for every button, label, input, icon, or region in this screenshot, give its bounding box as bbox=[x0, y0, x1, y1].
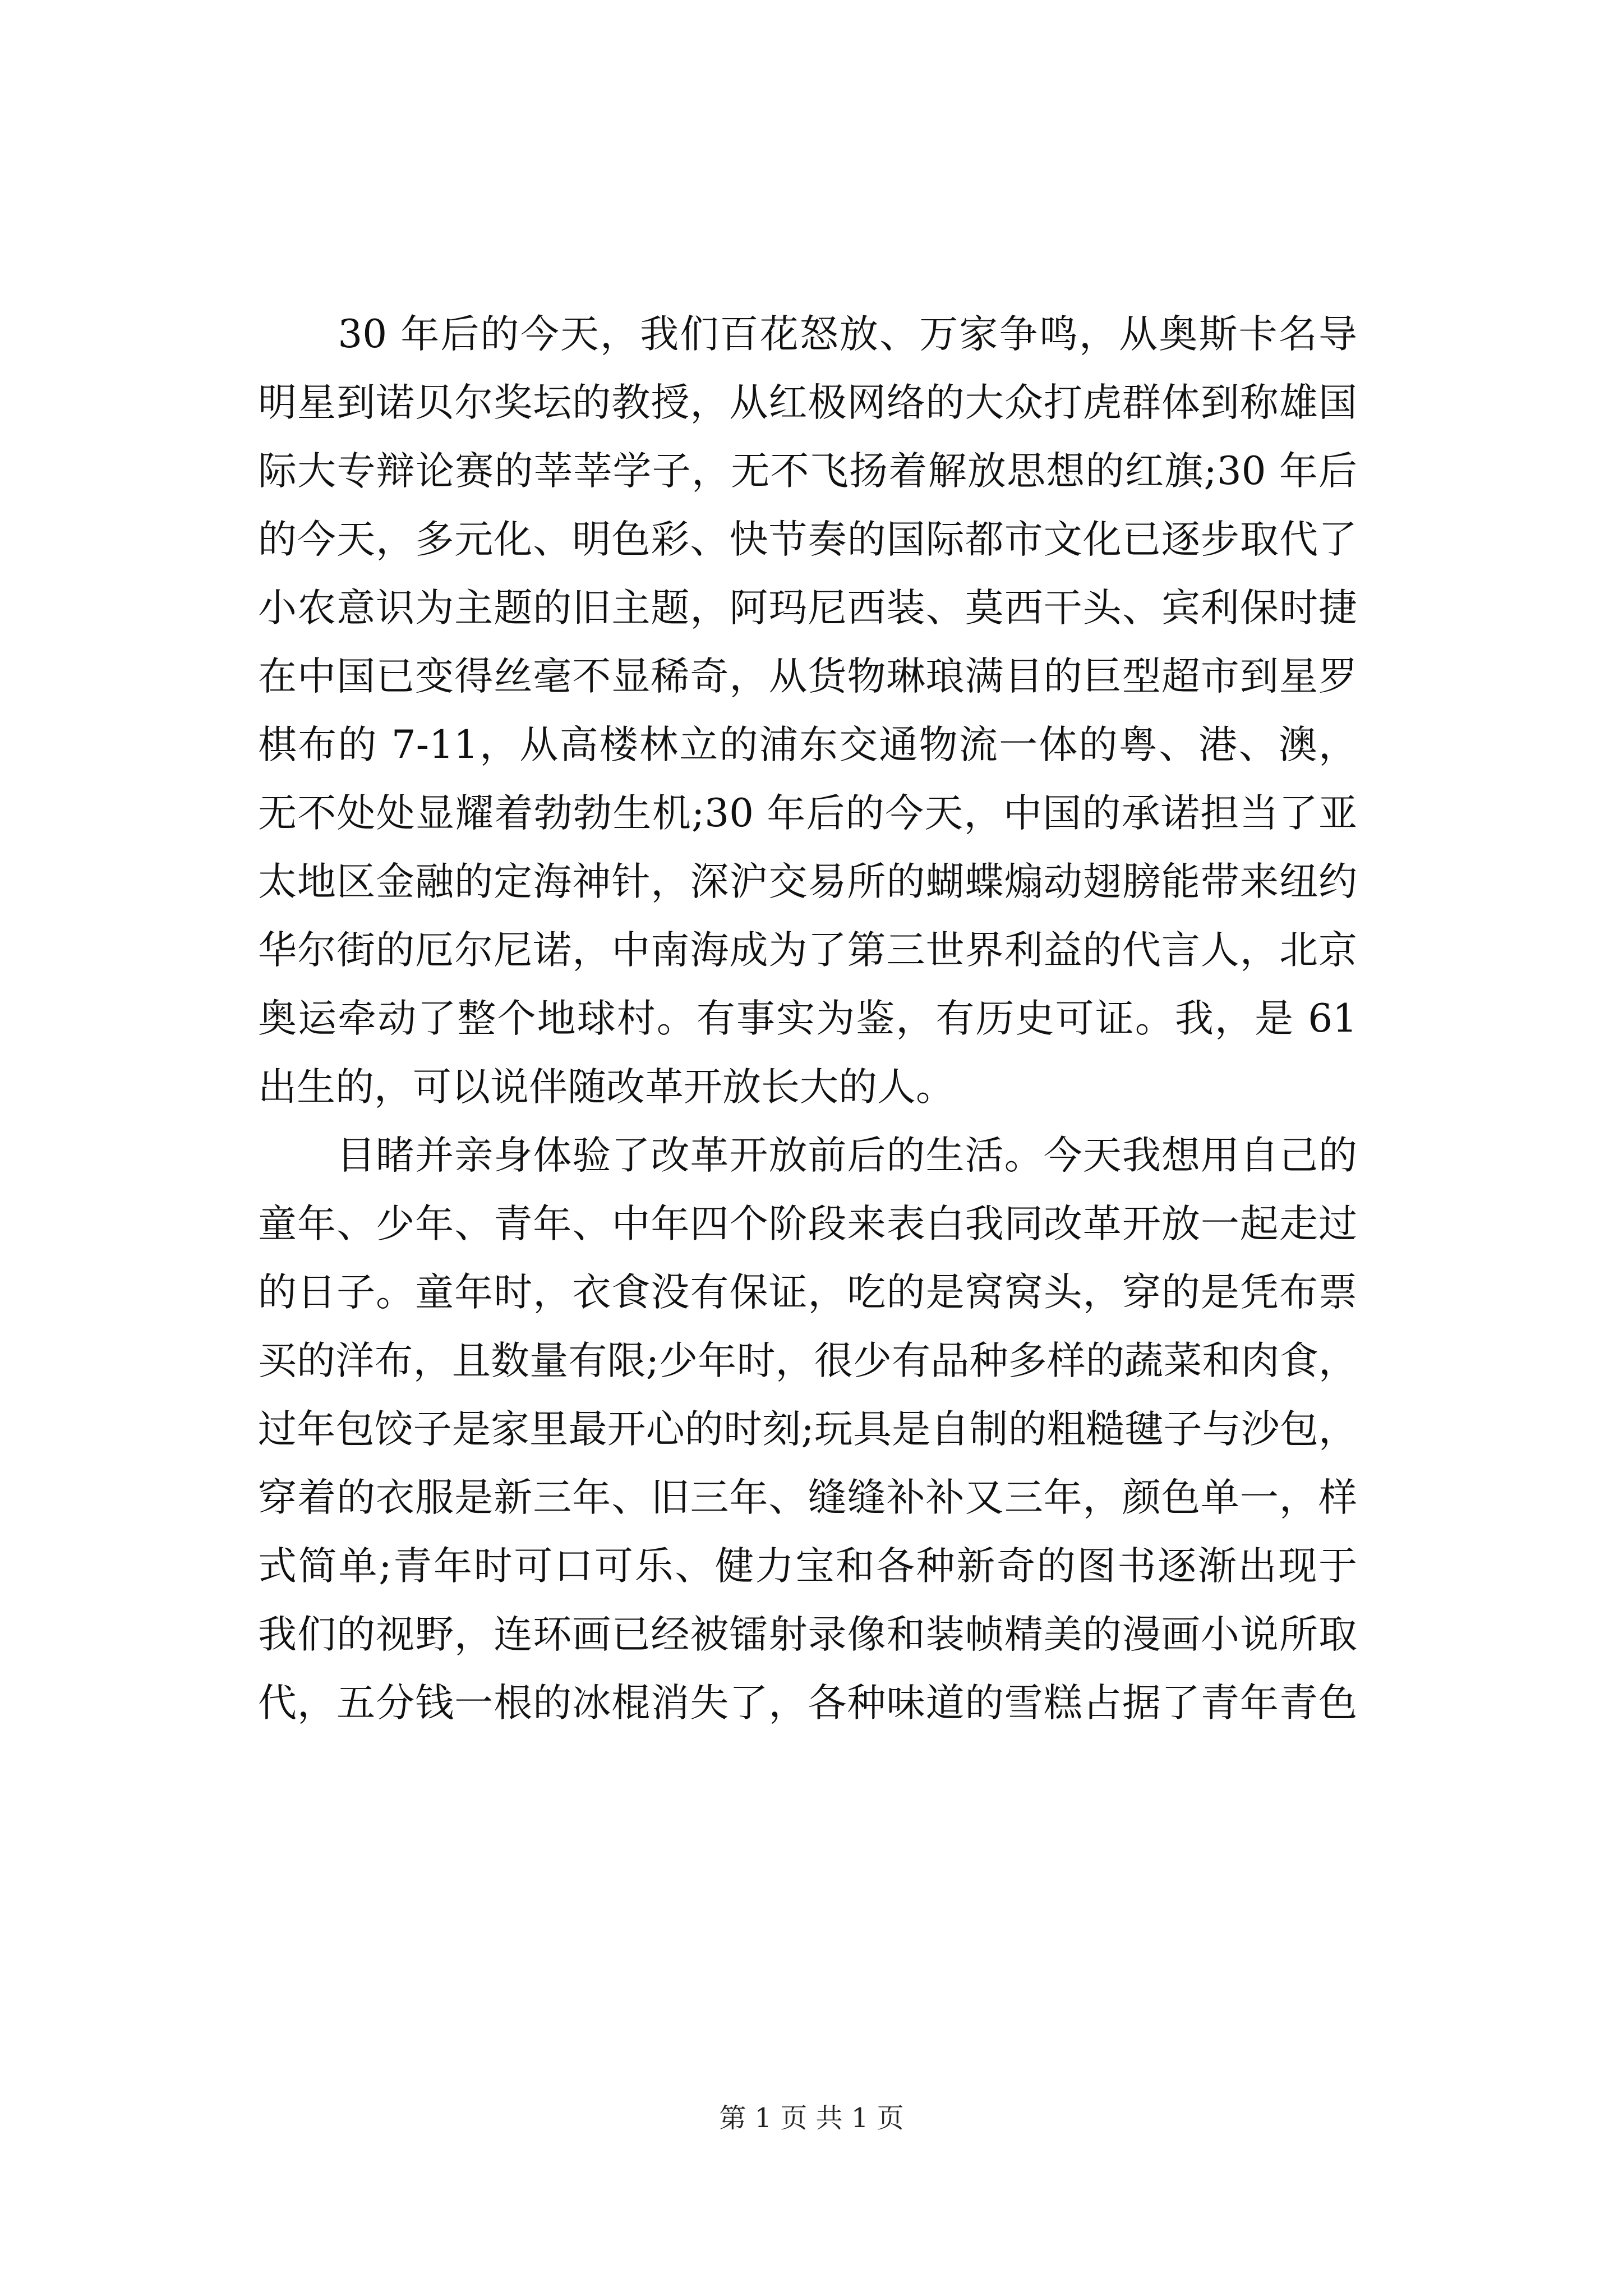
text-line: 代，五分钱一根的冰棍消失了，各种味道的雪糕占据了青年青色 bbox=[258, 1681, 1357, 1726]
text-line: 棋布的 7-11，从高楼林立的浦东交通物流一体的粤、港、澳， bbox=[258, 723, 1357, 767]
page-number-label: 第 1 页 共 1 页 bbox=[719, 2102, 904, 2134]
text-line: 30 年后的今天，我们百花怒放、万家争鸣，从奥斯卡名导 bbox=[258, 312, 1357, 357]
document-body bbox=[258, 300, 1357, 1737]
text-line: 我们的视野，连环画已经被镭射录像和装帧精美的漫画小说所取 bbox=[258, 1612, 1357, 1657]
text-line: 的日子。童年时，衣食没有保证，吃的是窝窝头，穿的是凭布票 bbox=[258, 1270, 1357, 1315]
paragraph-1 bbox=[258, 300, 1357, 1121]
text-line: 童年、少年、青年、中年四个阶段来表白我同改革开放一起走过 bbox=[258, 1202, 1357, 1246]
text-line: 式简单;青年时可口可乐、健力宝和各种新奇的图书逐渐出现于 bbox=[258, 1544, 1357, 1589]
text-line: 明星到诺贝尔奖坛的教授，从红极网络的大众打虎群体到称雄国 bbox=[258, 380, 1357, 425]
text-line: 买的洋布，且数量有限;少年时，很少有品种多样的蔬菜和肉食， bbox=[258, 1338, 1357, 1383]
text-line: 太地区金融的定海神针，深沪交易所的蝴蝶煽动翅膀能带来纽约 bbox=[258, 859, 1357, 904]
text-line: 无不处处显耀着勃勃生机;30 年后的今天，中国的承诺担当了亚 bbox=[258, 791, 1357, 836]
text-line: 目睹并亲身体验了改革开放前后的生活。今天我想用自己的 bbox=[258, 1133, 1357, 1178]
text-line: 的今天，多元化、明色彩、快节奏的国际都市文化已逐步取代了 bbox=[258, 517, 1357, 562]
page-footer bbox=[0, 2096, 1623, 2135]
text-line: 出生的，可以说伴随改革开放长大的人。 bbox=[258, 1065, 955, 1110]
text-line: 穿着的衣服是新三年、旧三年、缝缝补补又三年，颜色单一，样 bbox=[258, 1475, 1357, 1520]
text-line: 奥运牵动了整个地球村。有事实为鉴，有历史可证。我，是 61 bbox=[258, 996, 1357, 1041]
paragraph-2 bbox=[258, 1121, 1357, 1737]
text-line: 小农意识为主题的旧主题，阿玛尼西装、莫西干头、宾利保时捷 bbox=[258, 586, 1357, 631]
text-line: 过年包饺子是家里最开心的时刻;玩具是自制的粗糙毽子与沙包， bbox=[258, 1407, 1357, 1452]
text-line: 在中国已变得丝毫不显稀奇，从货物琳琅满目的巨型超市到星罗 bbox=[258, 654, 1357, 699]
text-line: 际大专辩论赛的莘莘学子，无不飞扬着解放思想的红旗;30 年后 bbox=[258, 449, 1357, 494]
text-line: 华尔街的厄尔尼诺，中南海成为了第三世界利益的代言人，北京 bbox=[258, 928, 1357, 973]
